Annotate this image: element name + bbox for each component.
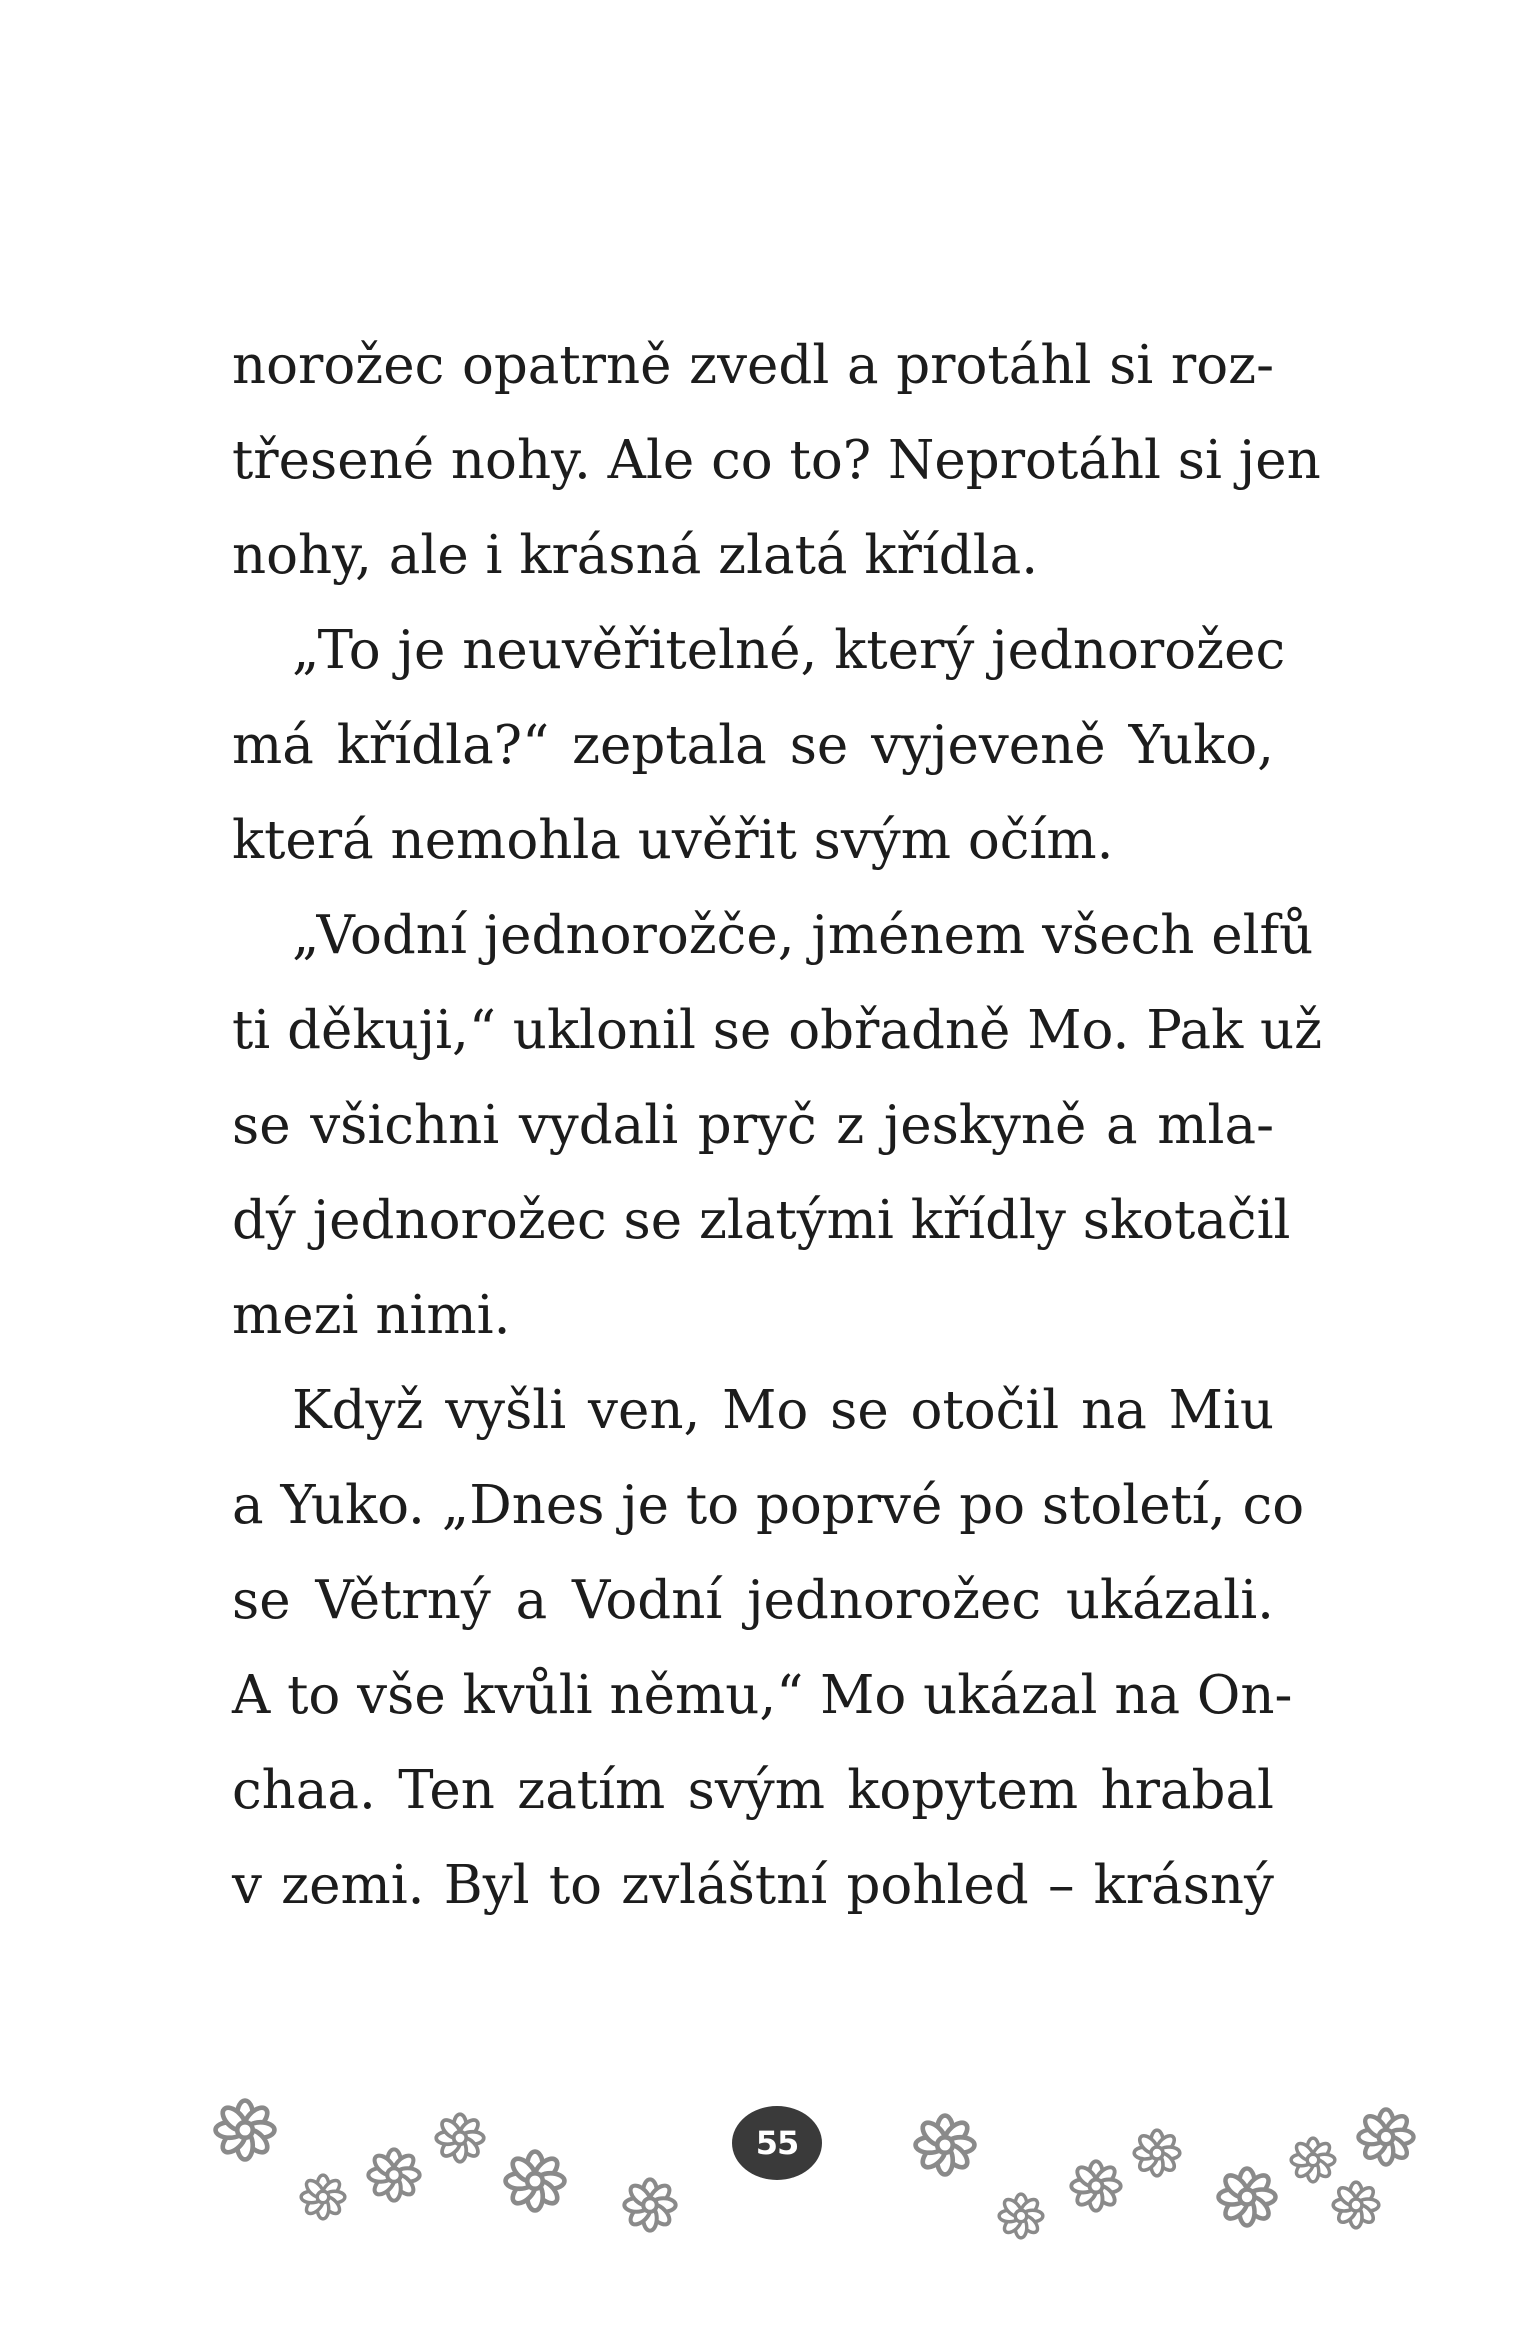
- flower-icon: [999, 2194, 1043, 2238]
- flower-icon: [1134, 2130, 1180, 2176]
- text-line: se všichni vydali pryč z jeskyně a mla-: [232, 1095, 1274, 1156]
- text-line: „To je neuvěřitelné, který jednorožec: [292, 620, 1286, 681]
- text-line: chaa. Ten zatím svým kopytem hrabal: [232, 1760, 1274, 1821]
- page-footer: [0, 2085, 1540, 2255]
- text-line: má křídla?“ zeptala se vyjeveně Yuko,: [232, 715, 1274, 776]
- text-line: mezi nimi.: [232, 1285, 511, 1346]
- text-line: Když vyšli ven, Mo se otočil na Miu: [292, 1380, 1274, 1441]
- text-line: v zemi. Byl to zvláštní pohled – krásný: [232, 1855, 1274, 1916]
- flower-icon: [436, 2114, 484, 2162]
- text-line: a Yuko. „Dnes je to poprvé po století, co: [232, 1475, 1305, 1536]
- text-line: ti děkuji,“ uklonil se obřadně Mo. Pak už: [232, 1000, 1323, 1061]
- flower-icon: [624, 2179, 675, 2230]
- text-line: „Vodní jednorožče, jménem všech elfů: [292, 905, 1314, 966]
- text-line: norožec opatrně zvedl a protáhl si roz-: [232, 335, 1274, 396]
- text-line: nohy, ale i krásná zlatá křídla.: [232, 525, 1039, 586]
- flower-icon: [301, 2175, 345, 2219]
- flower-icon: [1333, 2182, 1379, 2228]
- flower-icon: [506, 2152, 565, 2211]
- flower-icon: [216, 2101, 275, 2160]
- page-number: 55: [755, 2124, 799, 2162]
- flower-icon: [916, 2116, 975, 2175]
- flower-icon: [368, 2149, 419, 2200]
- body-text: [232, 318, 1323, 1933]
- text-line: dý jednorožec se zlatými křídly skotačil: [232, 1190, 1291, 1251]
- text-line: třesené nohy. Ale co to? Neprotáhl si jen: [232, 430, 1321, 491]
- text-line: A to vše kvůli němu,“ Mo ukázal na On-: [232, 1665, 1293, 1726]
- text-line: se Větrný a Vodní jednorožec ukázali.: [232, 1570, 1274, 1631]
- flower-icon: [1358, 2109, 1413, 2164]
- flower-icon: [1291, 2138, 1335, 2182]
- flower-icon: [1219, 2169, 1276, 2226]
- flower-icon: [1071, 2161, 1120, 2210]
- page-number-badge: [732, 2106, 822, 2180]
- text-line: která nemohla uvěřit svým očím.: [232, 810, 1114, 871]
